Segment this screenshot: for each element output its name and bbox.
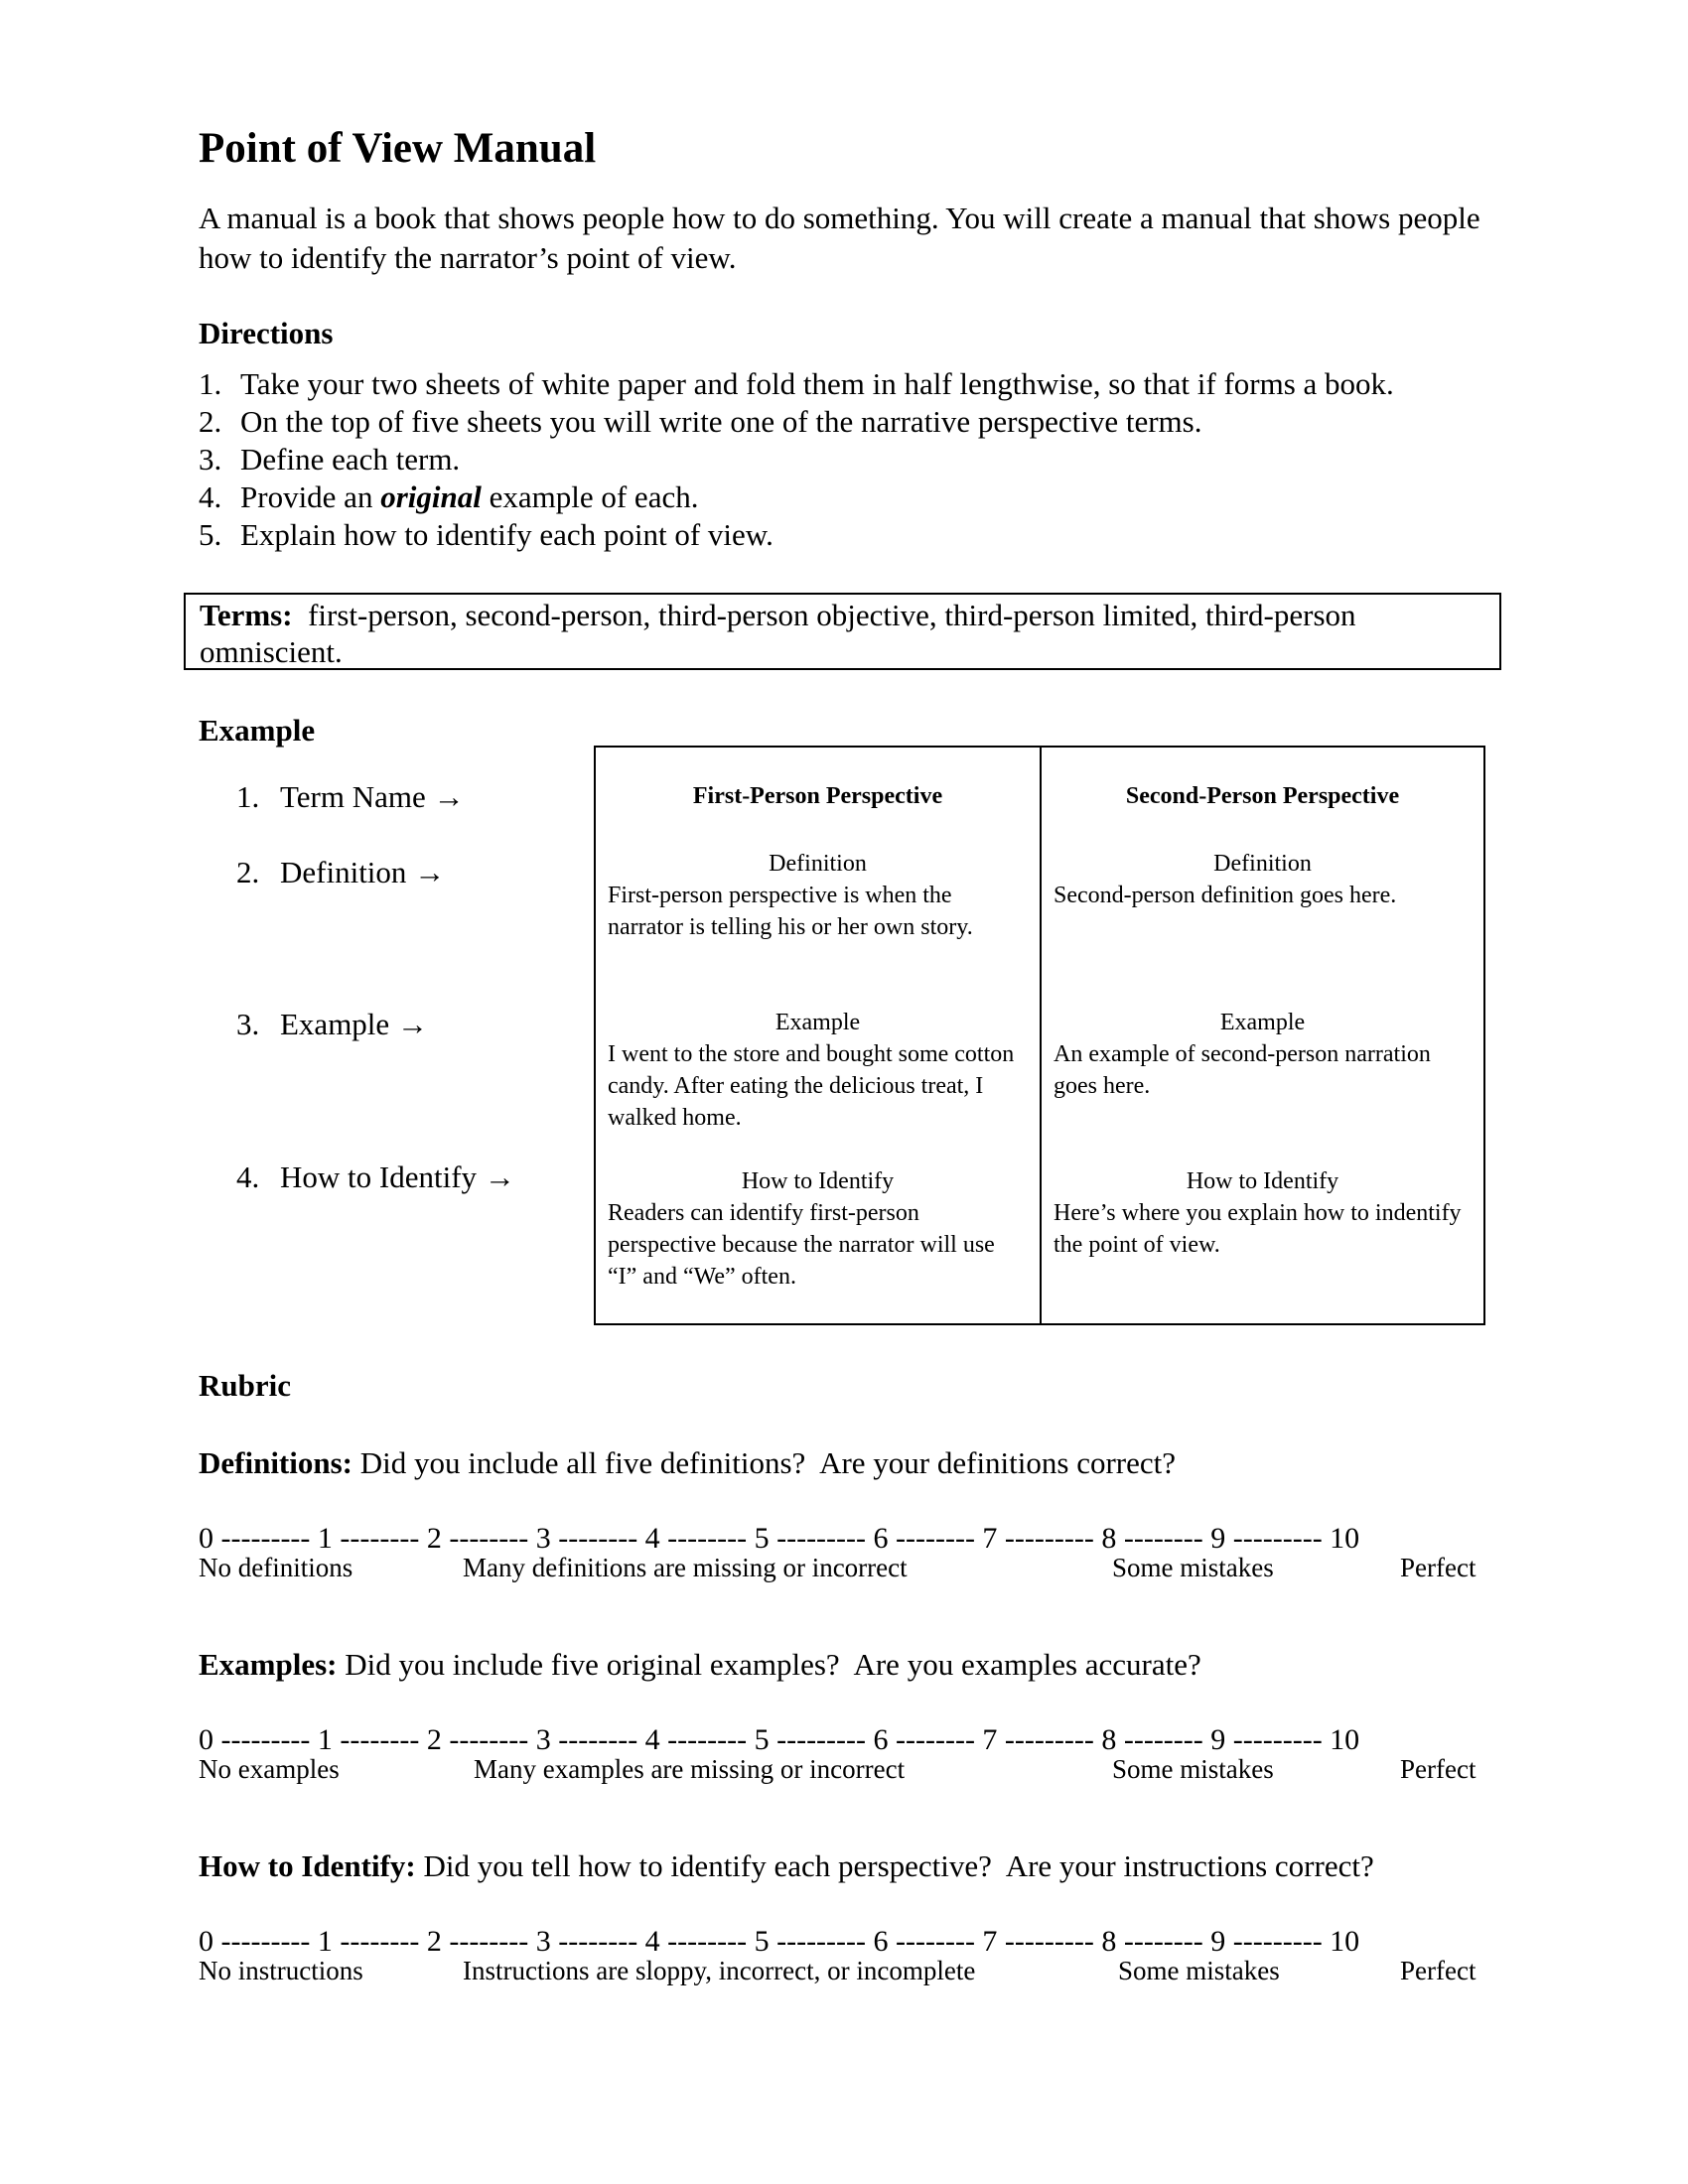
scale-label-mid: Instructions are sloppy, incorrect, or incomplete	[463, 1956, 976, 1985]
scale-label-low: No definitions	[199, 1553, 353, 1582]
definition-text: Second-person definition goes here.	[1054, 883, 1397, 908]
page-title: Point of View Manual	[199, 125, 597, 172]
scale-label-low: No examples	[199, 1754, 340, 1784]
definition-cell	[1054, 848, 1472, 911]
scale-label-top: Perfect	[1400, 1956, 1477, 1985]
rubric-heading: Rubric	[199, 1368, 291, 1403]
example-label: Example	[1219, 1010, 1306, 1035]
scale-labels	[199, 1754, 1489, 1786]
item-text-pre: Provide an	[240, 479, 381, 514]
scale-label-mid: Many examples are missing or incorrect	[474, 1754, 906, 1784]
scale-labels	[199, 1553, 1489, 1584]
scale-label-top: Perfect	[1400, 1754, 1477, 1784]
identify-label: How to Identify	[1186, 1168, 1339, 1194]
scale-label-low: No instructions	[199, 1956, 363, 1985]
identify-label: How to Identify	[741, 1168, 895, 1194]
item-number: 3.	[199, 442, 222, 477]
example-text: I went to the store and bought some cotton candy. After eating the delicious treat, I walked home.	[608, 1041, 1015, 1131]
column-header: First-Person Perspective	[692, 783, 943, 809]
item-number: 4.	[236, 1160, 260, 1194]
item-number: 5.	[199, 517, 222, 552]
rubric-question-examples	[199, 1645, 1201, 1685]
item-text: Example →	[280, 1007, 428, 1041]
identify-cell	[608, 1165, 1028, 1293]
column-header: Second-Person Perspective	[1125, 783, 1400, 809]
rating-scale: 0 --------- 1 -------- 2 -------- 3 -------- 4 -------- 5 --------- 6 -------- 7 --------- 8 -------- 9 --------- 10	[199, 1723, 1360, 1756]
list-item	[199, 403, 1394, 441]
rubric-question-definitions	[199, 1443, 1176, 1483]
list-item	[236, 855, 445, 890]
rubric-question-text: Did you tell how to identify each perspective? Are your instructions correct?	[415, 1848, 1374, 1883]
identify-text: Readers can identify first-person perspective because the narrator will use “I” and “We” often.	[608, 1200, 995, 1290]
example-label: Example	[774, 1010, 861, 1035]
item-text: Definition →	[280, 855, 446, 889]
rubric-question-text: Did you include all five definitions? Are your definitions correct?	[352, 1445, 1177, 1480]
item-number: 3.	[236, 1007, 260, 1041]
list-item	[236, 1007, 428, 1042]
rubric-label: Examples:	[199, 1647, 338, 1682]
rating-scale: 0 --------- 1 -------- 2 -------- 3 -------- 4 -------- 5 --------- 6 -------- 7 --------- 8 -------- 9 --------- 10	[199, 1925, 1360, 1958]
directions-list	[199, 365, 1394, 554]
rubric-label: How to Identify:	[199, 1848, 416, 1883]
scale-label-high: Some mistakes	[1112, 1553, 1274, 1582]
item-text-post: example of each.	[481, 479, 699, 514]
definition-cell	[608, 848, 1028, 943]
example-cell	[608, 1007, 1028, 1134]
identify-cell	[1054, 1165, 1472, 1261]
item-number: 1.	[199, 366, 222, 401]
item-text: Explain how to identify each point of view.	[240, 517, 774, 552]
example-text: An example of second-person narration goes here.	[1054, 1041, 1431, 1099]
identify-text: Here’s where you explain how to indentify the point of view.	[1054, 1200, 1462, 1258]
list-item	[199, 478, 1394, 516]
list-item	[236, 1160, 515, 1195]
example-cell	[1054, 1007, 1472, 1102]
terms-box	[184, 593, 1501, 670]
emphasis-word: original	[380, 479, 482, 514]
intro-paragraph: A manual is a book that shows people how to do something. You will create a manual that shows people how to identify the narrator’s point of view.	[199, 201, 1480, 275]
scale-label-high: Some mistakes	[1112, 1754, 1274, 1784]
item-text	[240, 478, 698, 516]
table-column-second-person	[1040, 748, 1483, 1323]
rubric-question-text: Did you include five original examples? Are you examples accurate?	[337, 1647, 1201, 1682]
list-item	[199, 365, 1394, 403]
item-number: 2.	[236, 855, 260, 889]
definition-label: Definition	[1213, 851, 1312, 877]
example-heading: Example	[199, 713, 316, 748]
scale-label-mid: Many definitions are missing or incorrect	[463, 1553, 908, 1582]
scale-label-high: Some mistakes	[1118, 1956, 1280, 1985]
item-text: Term Name →	[280, 779, 465, 814]
item-number: 1.	[236, 779, 260, 814]
scale-labels	[199, 1956, 1489, 1987]
rubric-label: Definitions:	[199, 1445, 352, 1480]
terms-label: Terms:	[200, 598, 293, 632]
item-number: 4.	[199, 479, 222, 514]
rating-scale: 0 --------- 1 -------- 2 -------- 3 -------- 4 -------- 5 --------- 6 -------- 7 --------- 8 -------- 9 --------- 10	[199, 1522, 1360, 1555]
scale-label-top: Perfect	[1400, 1553, 1477, 1582]
terms-text: first-person, second-person, third-person objective, third-person limited, third-person omniscient.	[200, 598, 1364, 669]
rubric-question-identify	[199, 1846, 1374, 1886]
definition-text: First-person perspective is when the narrator is telling his or her own story.	[608, 883, 973, 940]
list-item	[236, 779, 465, 815]
item-text: How to Identify →	[280, 1160, 515, 1194]
table-column-first-person	[596, 748, 1040, 1323]
item-text: Define each term.	[240, 442, 461, 477]
example-table	[594, 746, 1485, 1325]
item-text: On the top of five sheets you will write one of the narrative perspective terms.	[240, 404, 1202, 439]
item-text: Take your two sheets of white paper and fold them in half lengthwise, so that if forms a book.	[240, 366, 1394, 401]
list-item	[199, 441, 1394, 478]
item-number: 2.	[199, 404, 222, 439]
list-item	[199, 516, 1394, 554]
definition-label: Definition	[769, 851, 867, 877]
directions-heading: Directions	[199, 316, 334, 350]
